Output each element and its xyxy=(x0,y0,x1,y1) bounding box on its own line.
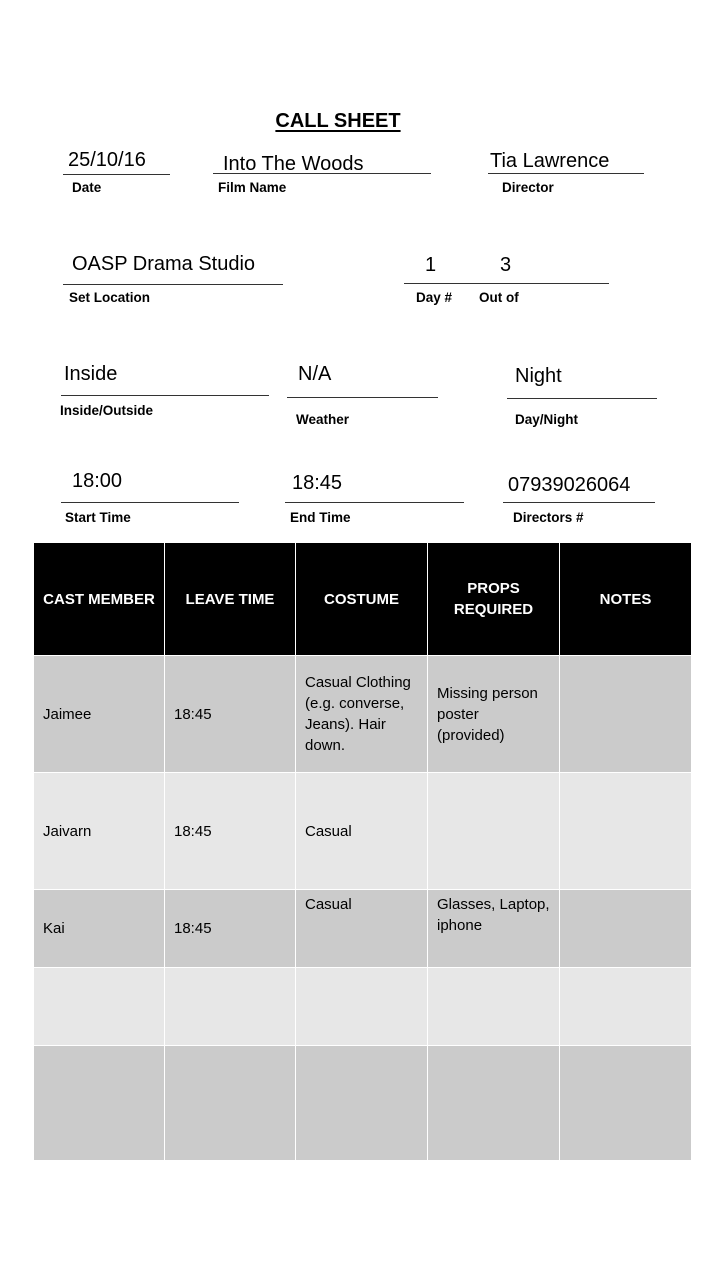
date-line xyxy=(63,174,170,175)
set-location-label: Set Location xyxy=(69,290,151,305)
costume-cell[interactable]: Casual xyxy=(296,773,428,890)
out-of-label: Out of xyxy=(479,290,519,305)
header-leave-time: LEAVE TIME xyxy=(165,543,296,656)
directors-number-value[interactable]: 07939026064 xyxy=(508,474,631,496)
notes-cell[interactable] xyxy=(560,968,692,1046)
end-time-value[interactable]: 18:45 xyxy=(292,472,343,494)
directors-number-line xyxy=(503,502,655,503)
costume-cell[interactable] xyxy=(296,968,428,1046)
notes-cell[interactable] xyxy=(560,890,692,968)
page-title: CALL SHEET xyxy=(275,110,401,132)
props-cell[interactable]: Glasses, Laptop, iphone xyxy=(428,890,560,968)
start-time-value[interactable]: 18:00 xyxy=(72,470,123,492)
start-time-line xyxy=(61,502,239,503)
notes-cell[interactable] xyxy=(560,1046,692,1161)
director-label: Director xyxy=(502,180,554,195)
end-time-line xyxy=(285,502,464,503)
table-row xyxy=(34,968,692,1046)
day-number-label: Day # xyxy=(416,290,453,305)
directors-number-label: Directors # xyxy=(513,510,584,525)
header-notes: NOTES xyxy=(560,543,692,656)
day-night-label: Day/Night xyxy=(515,412,579,427)
leave-time-cell[interactable]: 18:45 xyxy=(165,890,296,968)
date-value[interactable]: 25/10/16 xyxy=(68,149,146,171)
day-line xyxy=(404,283,609,284)
leave-time-cell[interactable]: 18:45 xyxy=(165,656,296,773)
table-row xyxy=(34,656,692,773)
costume-cell[interactable]: Casual xyxy=(296,890,428,968)
cast-table xyxy=(33,542,692,1161)
set-location-line xyxy=(63,284,283,285)
cast-member-cell[interactable]: Kai xyxy=(34,890,165,968)
props-cell[interactable] xyxy=(428,968,560,1046)
day-night-line xyxy=(507,398,657,399)
cast-member-cell[interactable]: Jaimee xyxy=(34,656,165,773)
film-name-value[interactable]: Into The Woods xyxy=(223,153,364,175)
end-time-label: End Time xyxy=(290,510,351,525)
leave-time-cell[interactable] xyxy=(165,1046,296,1161)
inside-outside-value[interactable]: Inside xyxy=(64,363,118,385)
header-costume: COSTUME xyxy=(296,543,428,656)
header-props-required: PROPS REQUIRED xyxy=(428,543,560,656)
props-cell[interactable] xyxy=(428,1046,560,1161)
props-cell[interactable] xyxy=(428,773,560,890)
set-location-value[interactable]: OASP Drama Studio xyxy=(72,253,256,275)
film-name-label: Film Name xyxy=(218,180,287,195)
day-number-value[interactable]: 1 xyxy=(425,254,437,276)
table-row xyxy=(34,773,692,890)
cast-member-cell[interactable] xyxy=(34,1046,165,1161)
costume-cell[interactable] xyxy=(296,1046,428,1161)
day-night-value[interactable]: Night xyxy=(515,365,562,387)
notes-cell[interactable] xyxy=(560,773,692,890)
weather-line xyxy=(287,397,438,398)
leave-time-cell[interactable]: 18:45 xyxy=(165,773,296,890)
cast-member-cell[interactable] xyxy=(34,968,165,1046)
inside-outside-label: Inside/Outside xyxy=(60,403,154,418)
weather-value[interactable]: N/A xyxy=(298,363,332,385)
cast-member-cell[interactable]: Jaivarn xyxy=(34,773,165,890)
director-value[interactable]: Tia Lawrence xyxy=(490,150,610,172)
header-cast-member: CAST MEMBER xyxy=(34,543,165,656)
out-of-value[interactable]: 3 xyxy=(500,254,512,276)
props-cell[interactable]: Missing person poster (provided) xyxy=(428,656,560,773)
table-header-row xyxy=(34,543,692,656)
weather-label: Weather xyxy=(296,412,350,427)
date-label: Date xyxy=(72,180,102,195)
notes-cell[interactable] xyxy=(560,656,692,773)
table-row xyxy=(34,890,692,968)
start-time-label: Start Time xyxy=(65,510,131,525)
inside-outside-line xyxy=(61,395,269,396)
leave-time-cell[interactable] xyxy=(165,968,296,1046)
director-line xyxy=(488,173,644,174)
table-row xyxy=(34,1046,692,1161)
film-name-line xyxy=(213,173,431,174)
costume-cell[interactable]: Casual Clothing (e.g. converse, Jeans). Hair down. xyxy=(296,656,428,773)
